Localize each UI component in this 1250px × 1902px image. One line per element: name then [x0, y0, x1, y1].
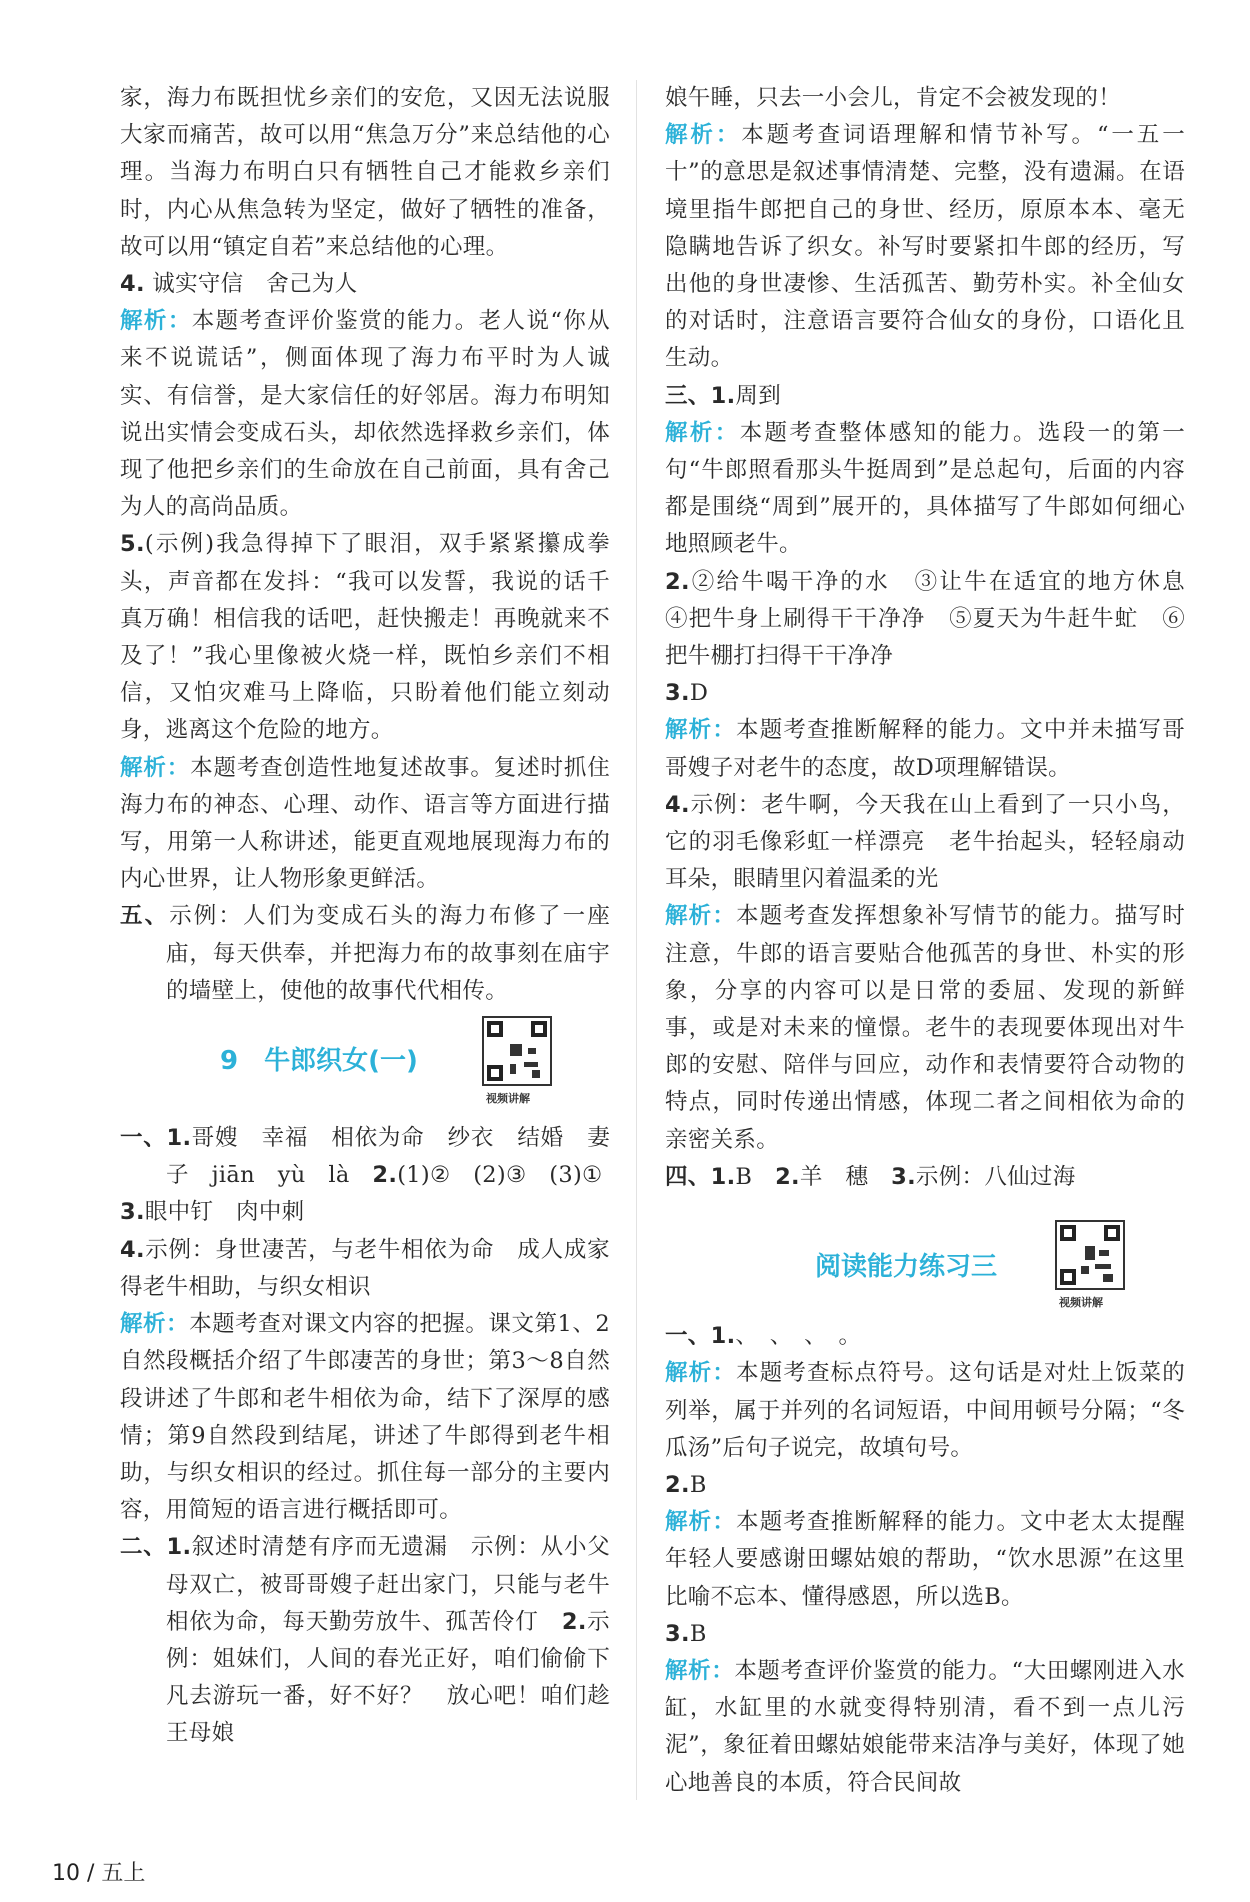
section-2-answers: 二、1.叙述时清楚有序而无遗漏 示例：从小父母双亡，被哥哥嫂子赶出家门，只能与老牛相依为命，每天勤劳放牛、孤苦伶仃 2.示例：姐妹们，人间的春光正好，咱们偷偷下凡去游玩一番，好不好？ 放心吧！咱们趁王母娘: [120, 1534, 610, 1747]
section-1-q4: 4.示例：身世凄苦，与老牛相依为命 成人成家 得老牛相助，与织女相识: [120, 1236, 633, 1300]
page-number: 10: [52, 1861, 80, 1886]
reading-section-1-q3: 3.B: [665, 1620, 707, 1647]
explanation-s2: 解析：本题考查词语理解和情节补写。“一五一十”的意思是叙述事情清楚、完整，没有遗漏。在语境里指牛郎把自己的身世、经历，原原本本、毫无隐瞒地告诉了织女。补写时要紧扣牛郎的经历，写出他的身世凄惨、生活孤苦、勤劳朴实。补全仙女的对话时，注意语言要符合仙女的身份，口语化且生动。: [665, 122, 1185, 372]
section-3-q1: 三、1.周到: [665, 382, 782, 409]
explanation-q4: 解析：本题考查评价鉴赏的能力。老人说“你从来不说谎话”，侧面体现了海力布平时为人诚实、有信誉，是大家信任的好邻居。海力布明知说出实情会变成石头，却依然选择救乡亲们，体现了他把乡亲们的生命放在自己前面，具有舍己为人的高尚品质。: [120, 308, 610, 521]
section-1-q1: 一、1.哥嫂 幸福 相依为命 纱衣 结婚 妻子 jiān yù là 2.(1)② (2)③ (3)①: [120, 1125, 610, 1189]
explanation-s3-q3: 解析：本题考查推断解释的能力。文中并未描写哥哥嫂子对老牛的态度，故D项理解错误。: [665, 717, 1185, 781]
explanation-s3-q1: 解析：本题考查整体感知的能力。选段一的第一句“牛郎照看那头牛挺周到”是总起句，后面的内容都是围绕“周到”展开的，具体描写了牛郎如何细心地照顾老牛。: [665, 419, 1186, 558]
section-3-q2: 2.②给牛喝干净的水 ③让牛在适宜的地方休息 ④把牛身上刷得干干净净 ⑤夏天为牛赶牛虻 ⑥把牛棚打扫得干干净净: [665, 568, 1208, 670]
explanation-r1-q2: 解析：本题考查推断解释的能力。文中老太太提醒年轻人要感谢田螺姑娘的帮助，“饮水思源”在这里比喻不忘本、懂得感恩，所以选B。: [665, 1509, 1185, 1610]
qr-code-icon[interactable]: [1055, 1220, 1125, 1290]
reading-section-1-q2: 2.B: [665, 1471, 707, 1498]
qr-code-icon[interactable]: [482, 1016, 552, 1086]
column-divider: [636, 80, 637, 1800]
answer-q5: 5.(示例)我急得掉下了眼泪，双手紧紧攥成拳头，声音都在发抖：“我可以发誓，我说的话千真万确！相信我的话吧，赶快搬走！再晚就来不及了！”我心里像被火烧一样，既怕乡亲们不相信，又怕灾难马上降临，只盼着他们能立刻动身，逃离这个危险的地方。: [120, 531, 610, 744]
explanation-q5: 解析：本题考查创造性地复述故事。复述时抓住海力布的神态、心理、动作、语言等方面进行描写，用第一人称讲述，能更直观地展现海力布的内心世界，让人物形象更鲜活。: [120, 754, 611, 893]
pinyin-1: jiān: [211, 1162, 255, 1189]
section-3-q4: 4.示例：老牛啊，今天我在山上看到了一只小鸟，它的羽毛像彩虹一样漂亮 老牛抬起头，轻轻扇动耳朵，眼睛里闪着温柔的光: [665, 791, 1185, 893]
qr-caption: 视频讲解: [1059, 1296, 1103, 1310]
right-column: [665, 80, 1208, 1802]
section-4-answers: 四、1.B 2.羊 穗 3.示例：八仙过海: [665, 1163, 1076, 1190]
lesson-header: [120, 1016, 610, 1116]
pinyin-2: yù: [277, 1162, 306, 1189]
section-header: [665, 1214, 1185, 1314]
explanation-r1-q1: 解析：本题考查标点符号。这句话是对灶上饭菜的列举，属于并列的名词短语，中间用顿号分隔；“冬瓜汤”后句子说完，故填句号。: [665, 1360, 1185, 1461]
explanation-r1-q3: 解析：本题考查评价鉴赏的能力。“大田螺刚进入水缸，水缸里的水就变得特别清，看不到一点儿污泥”，象征着田螺姑娘能带来洁净与美好，体现了她心地善良的本质，符合民间故: [665, 1657, 1185, 1796]
section-5-answer: 五、示例：人们为变成石头的海力布修了一座庙，每天供奉，并把海力布的故事刻在庙宇的墙壁上，使他的故事代代相传。: [120, 903, 610, 1004]
grade-label: 五上: [101, 1861, 146, 1886]
lesson-title: 9 牛郎织女(一): [220, 1046, 418, 1077]
qr-caption: 视频讲解: [486, 1092, 530, 1106]
section-1-q3: 3.眼中钉 肉中刺: [120, 1199, 305, 1226]
section-3-q3: 3.D: [665, 680, 709, 707]
explanation-s3-q4: 解析：本题考查发挥想象补写情节的能力。描写时注意，牛郎的语言要贴合他孤苦的身世、朴实的形象，分享的内容可以是日常的委屈、发现的新鲜事，或是对未来的憧憬。老牛的表现要体现出对牛郎的安慰、陪伴与回应，动作和表情要符合动物的特点，同时传递出情感，体现二者之间相依为命的亲密关系。: [665, 903, 1185, 1153]
explanation-s1-q4: 解析：本题考查对课文内容的把握。课文第1、2自然段概括介绍了牛郎凄苦的身世；第3～8自然段讲述了牛郎和老牛相依为命，结下了深厚的感情；第9自然段到结尾，讲述了牛郎得到老牛相助，与织女相识的经过。抓住每一部分的主要内容，用简短的语言进行概括即可。: [120, 1311, 610, 1524]
left-column: [120, 80, 633, 1753]
reading-section-1-q1: 一、1.、 、 、 。: [665, 1323, 862, 1350]
answer-q4: 4. 诚实守信 舍己为人: [120, 271, 358, 298]
answer-paragraph: 家，海力布既担忧乡亲们的安危，又因无法说服大家而痛苦，故可以用“焦急万分”来总结他的心理。当海力布明白只有牺牲自己才能救乡亲们时，内心从焦急转为坚定，做好了牺牲的准备，故可以用“镇定自若”来总结他的心理。: [120, 85, 610, 260]
pinyin-3: là: [328, 1162, 350, 1189]
answer-continued: 娘午睡，只去一小会儿，肯定不会被发现的！: [665, 85, 1122, 111]
section-title: 阅读能力练习三: [815, 1252, 998, 1283]
page-footer: 10 / 五上: [52, 1861, 146, 1886]
